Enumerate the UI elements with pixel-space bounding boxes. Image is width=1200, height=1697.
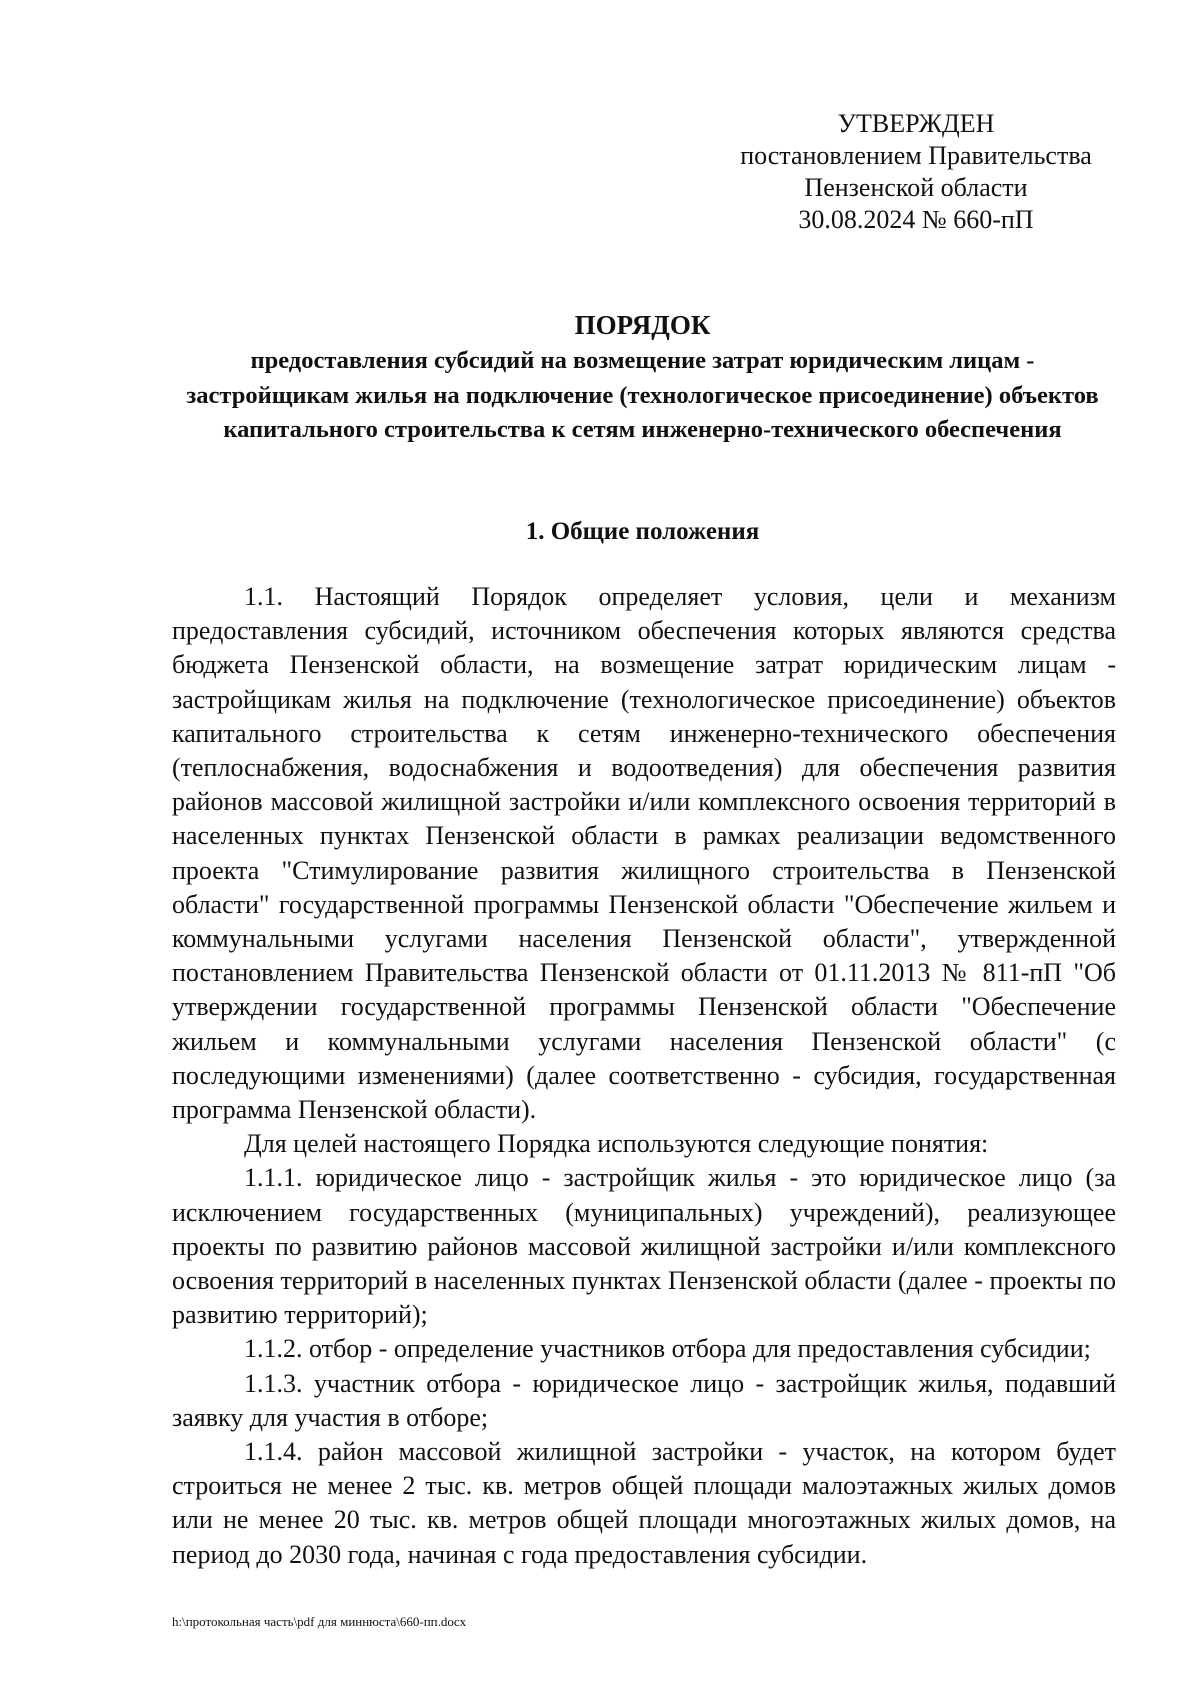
paragraph-definitions-intro: Для целей настоящего Порядка используются следующие понятия: xyxy=(244,1129,989,1159)
paragraph-1-1: 1.1. Настоящий Порядок определяет условия, цели и механизм предоставления субсидий, источником обеспечения которых являются средства бюджета Пензенской области, на возмещение затрат юридическим лицам - застройщикам жилья на подключение (технологическое присоединение) объектов капитального строительства к сетям инженерно-технического обеспечения (теплоснабжения, водоснабжения и водоотведения) для обеспечения развития районов массовой жилищной застройки и/или комплексного освоения территорий в населенных пунктах Пензенской области в рамках реализации ведомственного проекта "Стимулирование развития жилищного строительства в Пензенской области" государственной программы Пензенской области "Обеспечение жильем и коммунальными услугами населения Пензенской области", утвержденной постановлением Правительства Пензенской области от 01.11.2013 № 811-пП "Об утверждении государственной программы Пензенской области "Обеспечение жильем и коммунальными услугами населения Пензенской области" (с последующими изменениями) (далее соответственно - субсидия, государственная программа Пензенской области). xyxy=(172,582,1116,1125)
approval-issuer: постановлением Правительства xyxy=(740,141,1092,170)
approval-region: Пензенской области xyxy=(804,173,1028,202)
title-main: ПОРЯДОК xyxy=(574,310,711,340)
paragraph-1-1-1: 1.1.1. юридическое лицо - застройщик жилья - это юридическое лицо (за исключением государственных (муниципальных) учреждений), реализующее проекты по развитию районов массовой жилищной застройки и/или комплексного освоения территорий в населенных пунктах Пензенской области (далее - проекты по развитию территорий); xyxy=(172,1163,1116,1330)
paragraph-1-1-2: 1.1.2. отбор - определение участников отбора для предоставления субсидии; xyxy=(244,1334,1091,1364)
approval-heading: УТВЕРЖДЕН xyxy=(837,109,995,138)
document-title xyxy=(170,308,1115,448)
approval-stamp xyxy=(706,108,1126,236)
title-subtitle: предоставления субсидий на возмещение затрат юридическим лицам - застройщикам жилья на подключение (технологическое присоединение) объектов капитального строительства к сетям инженерно-технического обеспечения xyxy=(186,347,1099,443)
section-heading: 1. Общие положения xyxy=(525,518,760,545)
paragraph-1-1-4: 1.1.4. район массовой жилищной застройки - участок, на котором будет строиться не менее 2 тыс. кв. метров общей площади малоэтажных жилых домов или не менее 20 тыс. кв. метров общей площади многоэтажных жилых домов, на период до 2030 года, начиная с года предоставления субсидии. xyxy=(172,1437,1116,1569)
document-body xyxy=(172,580,1116,1572)
approval-date-number: 30.08.2024 № 660-пП xyxy=(798,205,1034,234)
paragraph-1-1-3: 1.1.3. участник отбора - юридическое лицо - застройщик жилья, подавший заявку для участия в отборе; xyxy=(172,1368,1116,1432)
footer-file-path: h:\протокольная часть\pdf для миннюста\660-пп.docx xyxy=(172,1614,467,1629)
